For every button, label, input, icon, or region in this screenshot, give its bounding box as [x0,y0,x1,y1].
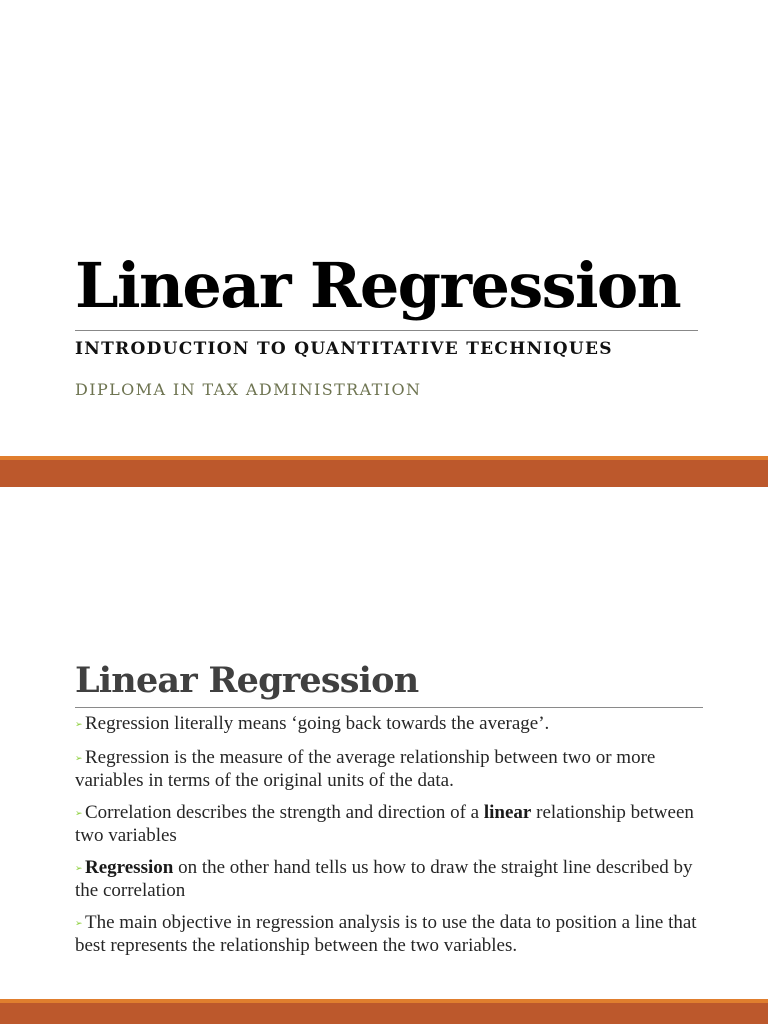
bullet-item [75,802,705,847]
bullet-item [75,713,705,737]
arrow-bullet-icon: ➢ [75,808,83,819]
band-highlight-line [0,456,768,460]
bullet-list [75,713,705,967]
slide-subtitle-secondary: DIPLOMA IN TAX ADMINISTRATION [75,380,422,399]
slide-subtitle: INTRODUCTION TO QUANTITATIVE TECHNIQUES [75,339,613,359]
bullet-item [75,747,705,792]
bullet-text: Regression is the measure of the average relationship between two or more variables in terms of the original units of the data. [75,746,656,791]
arrow-bullet-icon: ➢ [75,720,83,730]
slide-title: Linear Regression [75,249,681,322]
content-slide-title: Linear Regression [75,660,419,701]
bullet-text-end: relationship between two variables [75,801,694,846]
title-slide [0,0,768,456]
bullet-item [75,912,705,957]
band-highlight-line [0,999,768,1003]
content-slide [0,487,768,999]
bullet-text-start: Correlation describes the strength and direction of a [85,801,484,823]
arrow-bullet-icon: ➢ [75,863,83,874]
bullet-text: The main objective in regression analysis is to use the data to position a line that best represents the relationship between the two variables. [75,911,697,956]
bullet-emphasis: Regression [85,856,174,878]
slide-separator-band [0,999,768,1024]
title-divider [75,330,698,331]
arrow-bullet-icon: ➢ [75,918,83,929]
bullet-text: Regression literally means ‘going back towards the average’. [85,713,550,734]
content-title-divider [75,707,703,708]
slide-separator-band [0,456,768,487]
arrow-bullet-icon: ➢ [75,753,83,764]
bullet-text-end: on the other hand tells us how to draw the straight line described by the correlation [75,856,693,901]
bullet-emphasis: linear [483,801,532,823]
bullet-item [75,857,705,902]
